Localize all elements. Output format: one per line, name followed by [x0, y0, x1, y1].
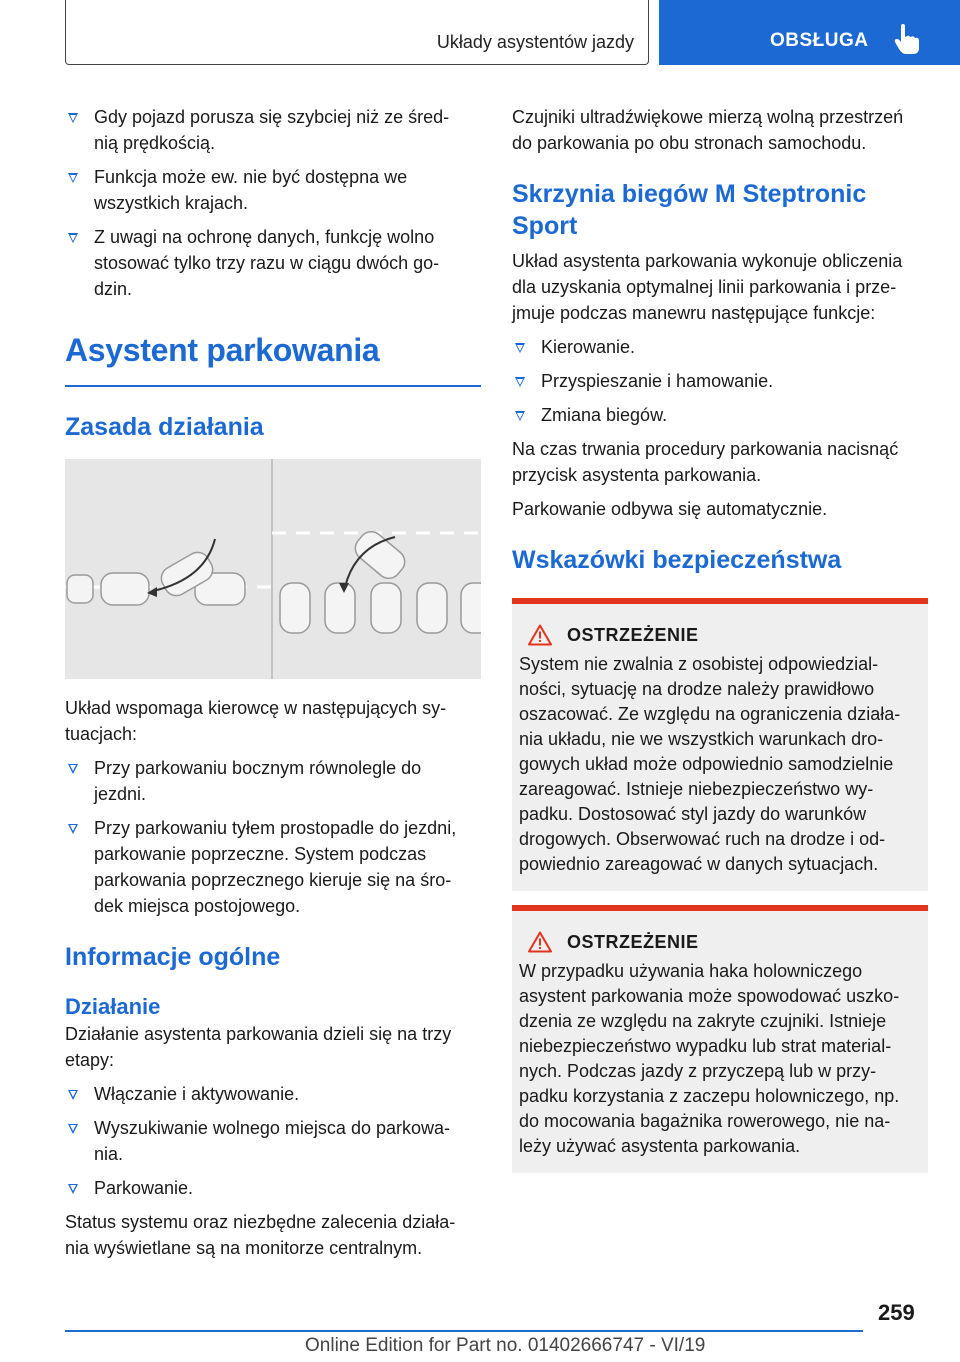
section-heading-principle: Zasada działania: [65, 412, 264, 441]
function-paragraph: Działanie asystenta parkowania dzieli się na trzy etapy:: [65, 1023, 452, 1070]
bullet-triangle-icon: [68, 1124, 78, 1134]
list-item: Przy parkowaniu bocznym równolegle do jezdni.: [65, 755, 481, 807]
chapter-heading: Asystent parkowania: [65, 332, 380, 368]
warning-box: [512, 905, 928, 1173]
warning-text: System nie zwalnia z osobistej odpowiedzial- ności, sytuację na drodze należy prawidłowo oszacować. Ze względu na ograniczenia działa- nia układu, nie we wszystkich warunkach dro- gowych układ może odpowiednio samodzielnie zareagować. Istnieje niebezpieczeństwo wy- padku. Dostosować styl jazdy do warunków drogowych. Obserwować ruch na drodze i od- powiednio zareagować w danych sytuacjach.: [519, 654, 901, 874]
section-tab: [659, 0, 960, 65]
bullet-triangle-icon: [68, 113, 78, 123]
warning-triangle-icon: [528, 624, 552, 646]
bullet-triangle-icon: [515, 377, 525, 387]
list-item: Wyszukiwanie wolnego miejsca do parkowa- nia.: [65, 1115, 481, 1167]
press-paragraph: Na czas trwania procedury parkowania nacisnąć przycisk asystenta parkowania.: [512, 439, 899, 485]
bullet-triangle-icon: [68, 173, 78, 183]
warning-text: W przypadku używania haka holowniczego asystent parkowania może spowodować uszko- dzenia ze względu na zakryte czujniki. Istnieje niebezpieczeństwo wypadku lub strat material- nych. Podczas jazdy z przyczepą lub w przy- padku korzystania z zaczepu holowniczego, np. do mocowania bagażnika rowerowego, nie na- leży używać asystenta parkowania.: [519, 961, 900, 1156]
list-item: Funkcja może ew. nie być dostępna we wszystkich krajach.: [65, 164, 481, 216]
list-item: Przyspieszanie i hamowanie.: [512, 368, 928, 394]
heading-divider: [65, 385, 481, 387]
steptronic-bullet-list: [512, 334, 928, 428]
list-item: Włączanie i aktywowanie.: [65, 1081, 481, 1107]
chapter-title: Układy asystentów jazdy: [436, 32, 634, 52]
function-bullet-list: [65, 1081, 481, 1201]
left-column: [65, 104, 481, 1269]
intro-bullet-list: [65, 104, 481, 302]
parking-diagram: [65, 459, 481, 679]
footer-divider: [65, 1330, 863, 1332]
warning-box: [512, 598, 928, 891]
steptronic-paragraph: Układ asystenta parkowania wykonuje obliczenia dla uzyskania optymalnej linii parkowania i prze- jmuje podczas manewru następujące funkcje:: [512, 251, 903, 323]
bullet-triangle-icon: [68, 1090, 78, 1100]
bullet-triangle-icon: [68, 233, 78, 243]
warning-title: OSTRZEŻENIE: [567, 624, 699, 645]
status-paragraph: Status systemu oraz niezbędne zalecenia działa- nia wyświetlane są na monitorze centralnym.: [65, 1211, 456, 1258]
sensors-paragraph: Czujniki ultradźwiękowe mierzą wolną przestrzeń do parkowania po obu stronach samochodu.: [512, 107, 904, 153]
list-item: Parkowanie.: [65, 1175, 481, 1201]
right-column: [512, 104, 928, 1187]
section-heading-general: Informacje ogólne: [65, 942, 281, 971]
warning-header: [519, 931, 921, 953]
list-item: Z uwagi na ochronę danych, funkcję wolno stosować tylko trzy razu w ciągu dwóch go- dzin.: [65, 224, 481, 302]
page-number: 259: [878, 1300, 915, 1325]
support-bullet-list: [65, 755, 481, 919]
section-heading-safety: Wskazówki bezpieczeństwa: [512, 546, 842, 574]
bullet-triangle-icon: [68, 1184, 78, 1194]
parking-illustration: [65, 459, 481, 679]
subheading-function: Działanie: [65, 993, 161, 1019]
section-label: OBSŁUGA: [770, 30, 869, 51]
warning-triangle-icon: [528, 931, 552, 953]
bullet-triangle-icon: [515, 411, 525, 421]
section-heading-steptronic: Skrzynia biegów M Steptronic Sport: [512, 180, 867, 240]
hand-pointer-icon: [894, 23, 920, 55]
list-item: Gdy pojazd porusza się szybciej niż ze śred- nią prędkością.: [65, 104, 481, 156]
header-title-box: [65, 0, 649, 65]
support-paragraph: Układ wspomaga kierowcę w następujących sy- tuacjach:: [65, 697, 447, 744]
warning-title: OSTRZEŻENIE: [567, 931, 699, 952]
auto-paragraph: Parkowanie odbywa się automatycznie.: [512, 499, 828, 519]
bullet-triangle-icon: [515, 343, 525, 353]
list-item: Przy parkowaniu tyłem prostopadle do jezdni, parkowanie poprzeczne. System podczas parkowania poprzecznego kieruje się na śro- dek miejsca postojowego.: [65, 815, 481, 919]
list-item: Zmiana biegów.: [512, 402, 928, 428]
list-item: Kierowanie.: [512, 334, 928, 360]
edition-note: Online Edition for Part no. 01402666747 - VI/19: [305, 1335, 706, 1356]
bullet-triangle-icon: [68, 824, 78, 834]
bullet-triangle-icon: [68, 764, 78, 774]
warning-header: [519, 624, 921, 646]
